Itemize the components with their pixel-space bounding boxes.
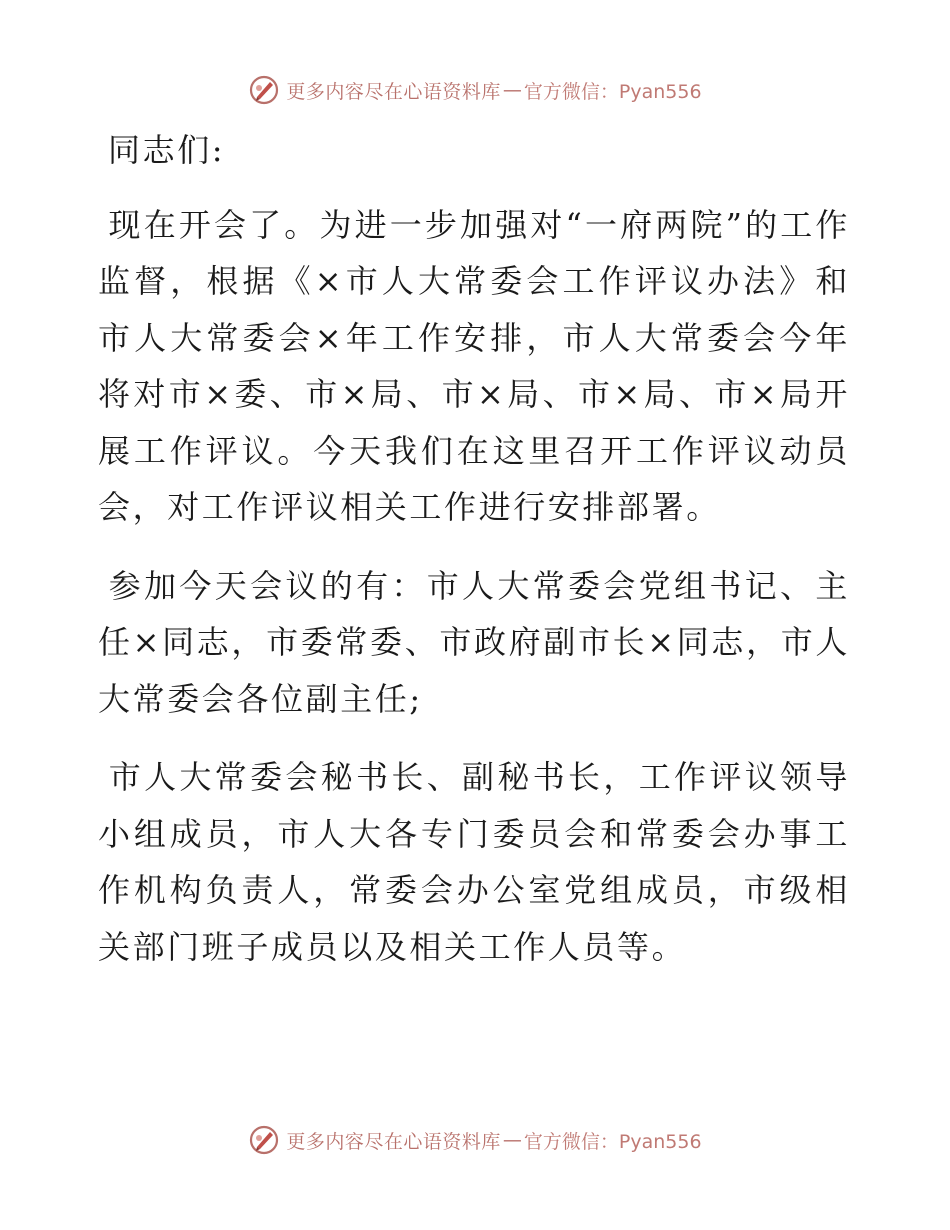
footer-separator: — [502,1129,522,1151]
document-body [98,122,850,997]
header-separator: — [502,79,522,101]
salutation: 同志们: [108,131,226,169]
page-header-watermark [0,70,950,110]
paragraph-attendees-continued-text: 市人大常委会秘书长、副秘书长，工作评议领导小组成员，市人大各专门委员会和常委会办事工作机构负责人，常委会办公室党组成员，市级相关部门班子成员以及相关工作人员等。 [98,758,850,966]
quill-pen-logo-icon [248,74,280,106]
header-brand-text: 更多内容尽在心语资料库 [286,80,501,103]
paragraph-attendees-continued [98,749,850,975]
paragraph-attendees [98,558,850,728]
footer-wechat-label: 官方微信：Pyan556 [523,1130,702,1153]
paragraph-opening [98,197,850,536]
footer-brand-text: 更多内容尽在心语资料库 [286,1130,501,1153]
paragraph-opening-text: 现在开会了。为进一步加强对“一府两院”的工作监督，根据《×市人大常委会工作评议办法》和市人大常委会×年工作安排，市人大常委会今年将对市×委、市×局、市×局、市×局、市×局开展工作评议。今天我们在这里召开工作评议动员会，对工作评议相关工作进行安排部署。 [98,205,850,526]
paragraph-attendees-text: 参加今天会议的有：市人大常委会党组书记、主任×同志，市委常委、市政府副市长×同志，市人大常委会各位副主任; [98,566,850,718]
quill-pen-logo-icon [248,1124,280,1156]
page-footer-watermark [0,1120,950,1160]
header-wechat-label: 官方微信：Pyan556 [523,80,702,103]
